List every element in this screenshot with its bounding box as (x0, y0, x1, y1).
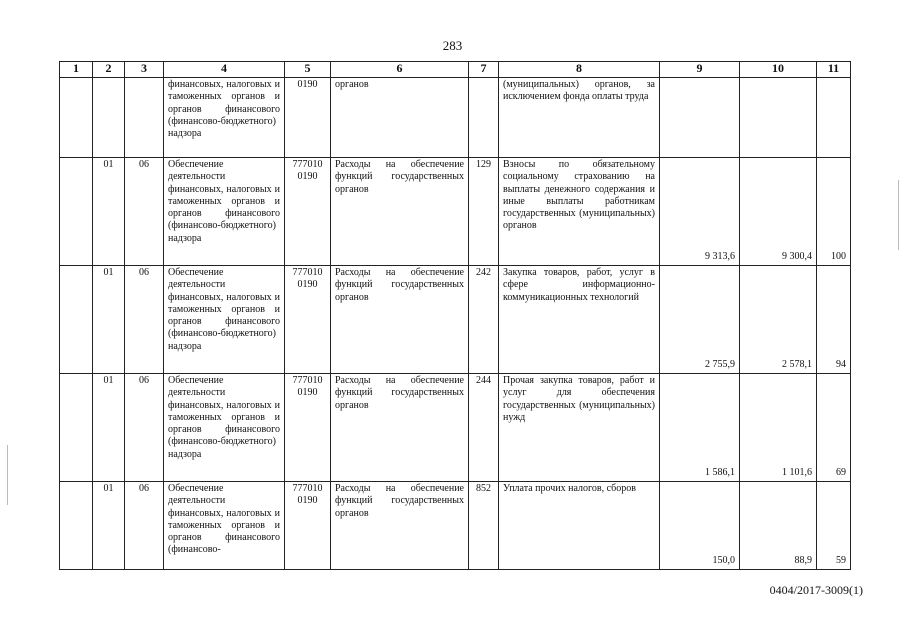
cell-expense-description: Прочая закупка товаров, работ и услуг для обеспечения государственных (муниципальных) нужд (499, 374, 660, 482)
table-row (60, 266, 851, 374)
cell-col1 (60, 266, 93, 374)
column-header: 9 (660, 62, 740, 78)
column-header: 11 (817, 62, 851, 78)
cell-name: Обеспечение деятельности финансовых, налоговых и таможенных органов и органов финансового (финансово-бюджетного) надзора (164, 266, 285, 374)
cell-target-article: 0190 (285, 78, 331, 158)
cell-expense-type (469, 78, 499, 158)
cell-target-description: Расходы на обеспечение функций государственных органов (331, 374, 469, 482)
cell-subsection: 06 (125, 482, 164, 570)
cell-subsection: 06 (125, 374, 164, 482)
cell-plan: 9 313,6 (660, 158, 740, 266)
table-row (60, 78, 851, 158)
cell-target-article: 777010 0190 (285, 482, 331, 570)
cell-col1 (60, 374, 93, 482)
column-header: 2 (93, 62, 125, 78)
cell-percent: 100 (817, 158, 851, 266)
cell-percent: 59 (817, 482, 851, 570)
cell-col1 (60, 158, 93, 266)
cell-target-article: 777010 0190 (285, 158, 331, 266)
page-number: 283 (442, 38, 463, 53)
cell-actual: 2 578,1 (740, 266, 817, 374)
cell-target-description: Расходы на обеспечение функций государственных органов (331, 482, 469, 570)
cell-section: 01 (93, 158, 125, 266)
cell-target-description: Расходы на обеспечение функций государственных органов (331, 266, 469, 374)
cell-section: 01 (93, 374, 125, 482)
cell-expense-description: Взносы по обязательному социальному страхованию на выплаты денежного содержания и иные выплаты работникам государственных (муниципальных) органов (499, 158, 660, 266)
cell-plan: 1 586,1 (660, 374, 740, 482)
column-header: 3 (125, 62, 164, 78)
column-header: 1 (60, 62, 93, 78)
column-header: 10 (740, 62, 817, 78)
cell-col1 (60, 482, 93, 570)
cell-expense-description: (муниципальных) органов, за исключением фонда оплаты труда (499, 78, 660, 158)
cell-expense-type: 244 (469, 374, 499, 482)
cell-name: Обеспечение деятельности финансовых, налоговых и таможенных органов и органов финансового (финансово-бюджетного) надзора (164, 158, 285, 266)
table-row (60, 158, 851, 266)
column-header: 5 (285, 62, 331, 78)
cell-plan: 150,0 (660, 482, 740, 570)
cell-subsection: 06 (125, 266, 164, 374)
cell-percent (817, 78, 851, 158)
cell-subsection: 06 (125, 158, 164, 266)
cell-name: Обеспечение деятельности финансовых, налоговых и таможенных органов и органов финансового (финансово- (164, 482, 285, 570)
column-header: 7 (469, 62, 499, 78)
cell-actual: 1 101,6 (740, 374, 817, 482)
column-header: 4 (164, 62, 285, 78)
document-reference: 0404/2017-3009(1) (769, 583, 863, 597)
cell-target-article: 777010 0190 (285, 266, 331, 374)
cell-section: 01 (93, 482, 125, 570)
cell-actual: 9 300,4 (740, 158, 817, 266)
cell-target-article: 777010 0190 (285, 374, 331, 482)
column-header: 8 (499, 62, 660, 78)
cell-expense-description: Уплата прочих налогов, сборов (499, 482, 660, 570)
cell-name: финансовых, налоговых и таможенных органов и органов финансового (финансово-бюджетного) надзора (164, 78, 285, 158)
cell-plan (660, 78, 740, 158)
cell-actual (740, 78, 817, 158)
cell-subsection (125, 78, 164, 158)
header-row (60, 62, 851, 78)
table-row (60, 374, 851, 482)
column-header: 6 (331, 62, 469, 78)
cell-target-description: Расходы на обеспечение функций государственных органов (331, 158, 469, 266)
table-row (60, 482, 851, 570)
cell-name: Обеспечение деятельности финансовых, налоговых и таможенных органов и органов финансового (финансово-бюджетного) надзора (164, 374, 285, 482)
cell-actual: 88,9 (740, 482, 817, 570)
cell-target-description: органов (331, 78, 469, 158)
cell-section (93, 78, 125, 158)
cell-expense-type: 852 (469, 482, 499, 570)
cell-col1 (60, 78, 93, 158)
budget-execution-table (59, 61, 851, 570)
cell-percent: 94 (817, 266, 851, 374)
cell-section: 01 (93, 266, 125, 374)
cell-plan: 2 755,9 (660, 266, 740, 374)
cell-percent: 69 (817, 374, 851, 482)
scan-edge-mark (898, 180, 899, 250)
cell-expense-description: Закупка товаров, работ, услуг в сфере информационно-коммуникационных технологий (499, 266, 660, 374)
scan-edge-mark (7, 445, 8, 505)
cell-expense-type: 242 (469, 266, 499, 374)
cell-expense-type: 129 (469, 158, 499, 266)
